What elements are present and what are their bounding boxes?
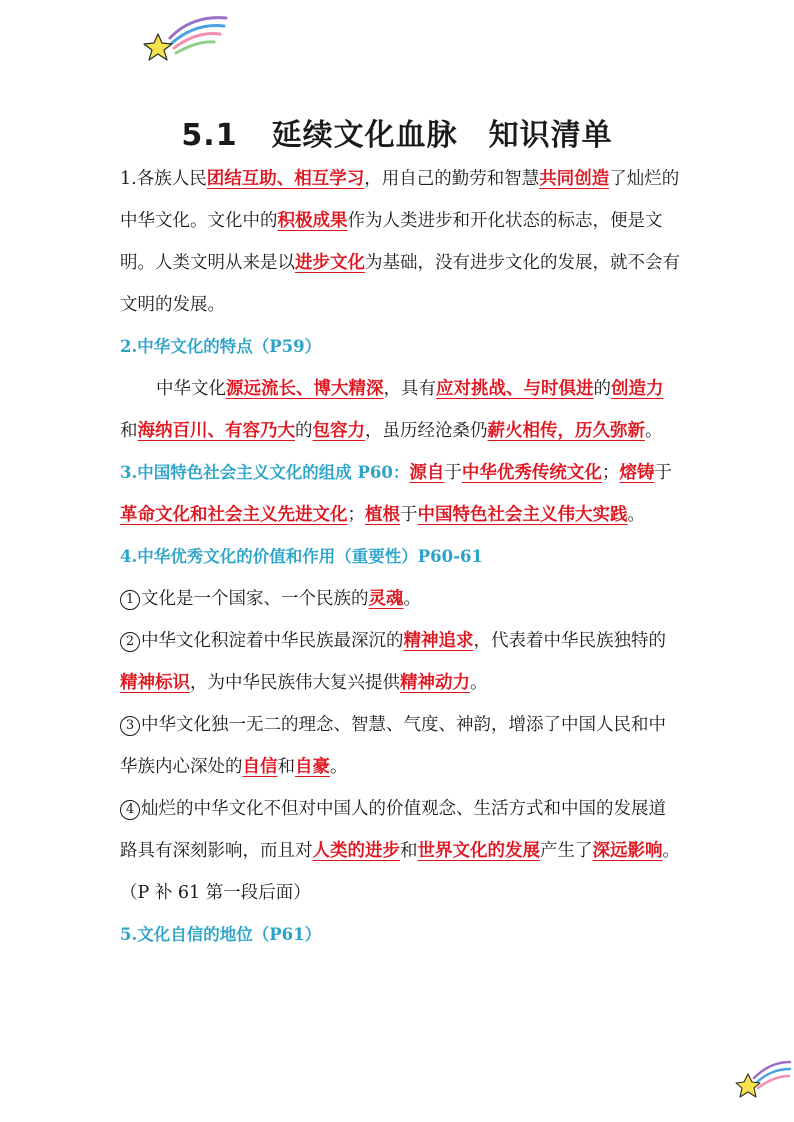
text: ，用自己的勤劳和智慧 <box>364 169 540 189</box>
key-term: 自信 <box>242 757 278 777</box>
paragraph-3 <box>120 452 680 536</box>
text: 的 <box>593 379 611 399</box>
text: 于 <box>400 505 418 525</box>
item-number: 3 <box>120 716 140 736</box>
key-term: 精神动力 <box>400 673 470 693</box>
shooting-star-icon <box>140 12 230 67</box>
text: 1.各族人民 <box>120 169 207 189</box>
key-term: 应对挑战、与时俱进 <box>436 379 594 399</box>
page-title <box>0 110 794 154</box>
title-number: 5.1 <box>181 118 238 153</box>
text: 的 <box>295 421 313 441</box>
text: 作为人类进步和开化状态的标志，便是文明。人类文明从来是以 <box>120 211 663 273</box>
text: 灿烂的中华文化不但对中国人的价值观念、生活方式和中国的发展道路具有深刻影响，而且对 <box>120 799 666 861</box>
section-heading-5: 5.文化自信的地位（P61） <box>120 925 322 944</box>
text: 。（P 补 61 第一段后面） <box>120 841 680 903</box>
key-term: 世界文化的发展 <box>417 841 540 861</box>
item-number: 2 <box>120 632 140 652</box>
list-item <box>120 704 680 788</box>
text: 。 <box>627 505 645 525</box>
paragraph-1 <box>120 158 680 326</box>
key-term: 精神追求 <box>403 631 474 651</box>
text: ，代表着中华民族独特的 <box>473 631 666 651</box>
text: 和 <box>277 757 295 777</box>
text: ，具有 <box>383 379 436 399</box>
key-term: 团结互助、相互学习 <box>206 169 365 189</box>
text: 。 <box>403 589 421 609</box>
document-body <box>120 158 680 956</box>
key-term: 灵魂 <box>368 589 404 609</box>
text: 和 <box>120 421 138 441</box>
key-term: 海纳百川、有容乃大 <box>137 421 295 441</box>
text: ； <box>347 505 365 525</box>
key-term: 人类的进步 <box>312 841 400 861</box>
item-number: 4 <box>120 800 140 820</box>
text: 于 <box>654 463 672 483</box>
key-term: 薪火相传，历久弥新 <box>487 421 645 441</box>
text: 和 <box>400 841 418 861</box>
paragraph-2 <box>120 368 680 452</box>
key-term: 植根 <box>365 505 400 525</box>
key-term: 进步文化 <box>295 253 365 273</box>
text: 中华文化独一无二的理念、智慧、气度、神韵，增添了中国人民和中华族内心深处的 <box>120 715 666 777</box>
key-term: 创造力 <box>611 379 664 399</box>
text: 。 <box>470 673 488 693</box>
text: 产生了 <box>540 841 593 861</box>
key-term: 革命文化和社会主义先进文化 <box>120 505 348 525</box>
text: 文化是一个国家、一个民族的 <box>141 589 369 609</box>
item-number: 1 <box>120 590 140 610</box>
text: 为基础，没有进步文化的发展，就不会有文明的发展。 <box>120 253 680 315</box>
list-item <box>120 578 680 620</box>
section-heading-2: 2.中华文化的特点（P59） <box>120 337 322 356</box>
text: 。 <box>645 421 663 441</box>
key-term: 中国特色社会主义伟大实践 <box>417 505 628 525</box>
key-term: 自豪 <box>295 757 330 777</box>
key-term: 中华优秀传统文化 <box>461 463 602 483</box>
key-term: 深远影响 <box>592 841 663 861</box>
section-heading-3: 3.中国特色社会主义文化的组成 P60： <box>120 463 410 482</box>
text: 中华文化积淀着中华民族最深沉的 <box>141 631 404 651</box>
text: 中华文化 <box>156 379 226 399</box>
text: ，为中华民族伟大复兴提供 <box>190 673 400 693</box>
key-term: 精神标识 <box>120 673 190 693</box>
text: 了灿烂的中华文化。文化中的 <box>120 169 680 231</box>
key-term: 共同创造 <box>539 169 610 189</box>
text: ，虽历经沧桑仍 <box>365 421 488 441</box>
key-term: 积极成果 <box>277 211 348 231</box>
list-item <box>120 620 680 704</box>
shooting-star-icon <box>732 1056 792 1104</box>
key-term: 源自 <box>409 463 445 483</box>
list-item <box>120 788 680 914</box>
section-heading-4: 4.中华优秀文化的价值和作用（重要性）P60-61 <box>120 547 483 566</box>
title-text: 延续文化血脉 知识清单 <box>271 118 613 153</box>
key-term: 源远流长、博大精深 <box>226 379 384 399</box>
key-term: 包容力 <box>312 421 365 441</box>
text: 。 <box>330 757 348 777</box>
text: ； <box>601 463 620 483</box>
text: 于 <box>444 463 462 483</box>
key-term: 熔铸 <box>619 463 655 483</box>
